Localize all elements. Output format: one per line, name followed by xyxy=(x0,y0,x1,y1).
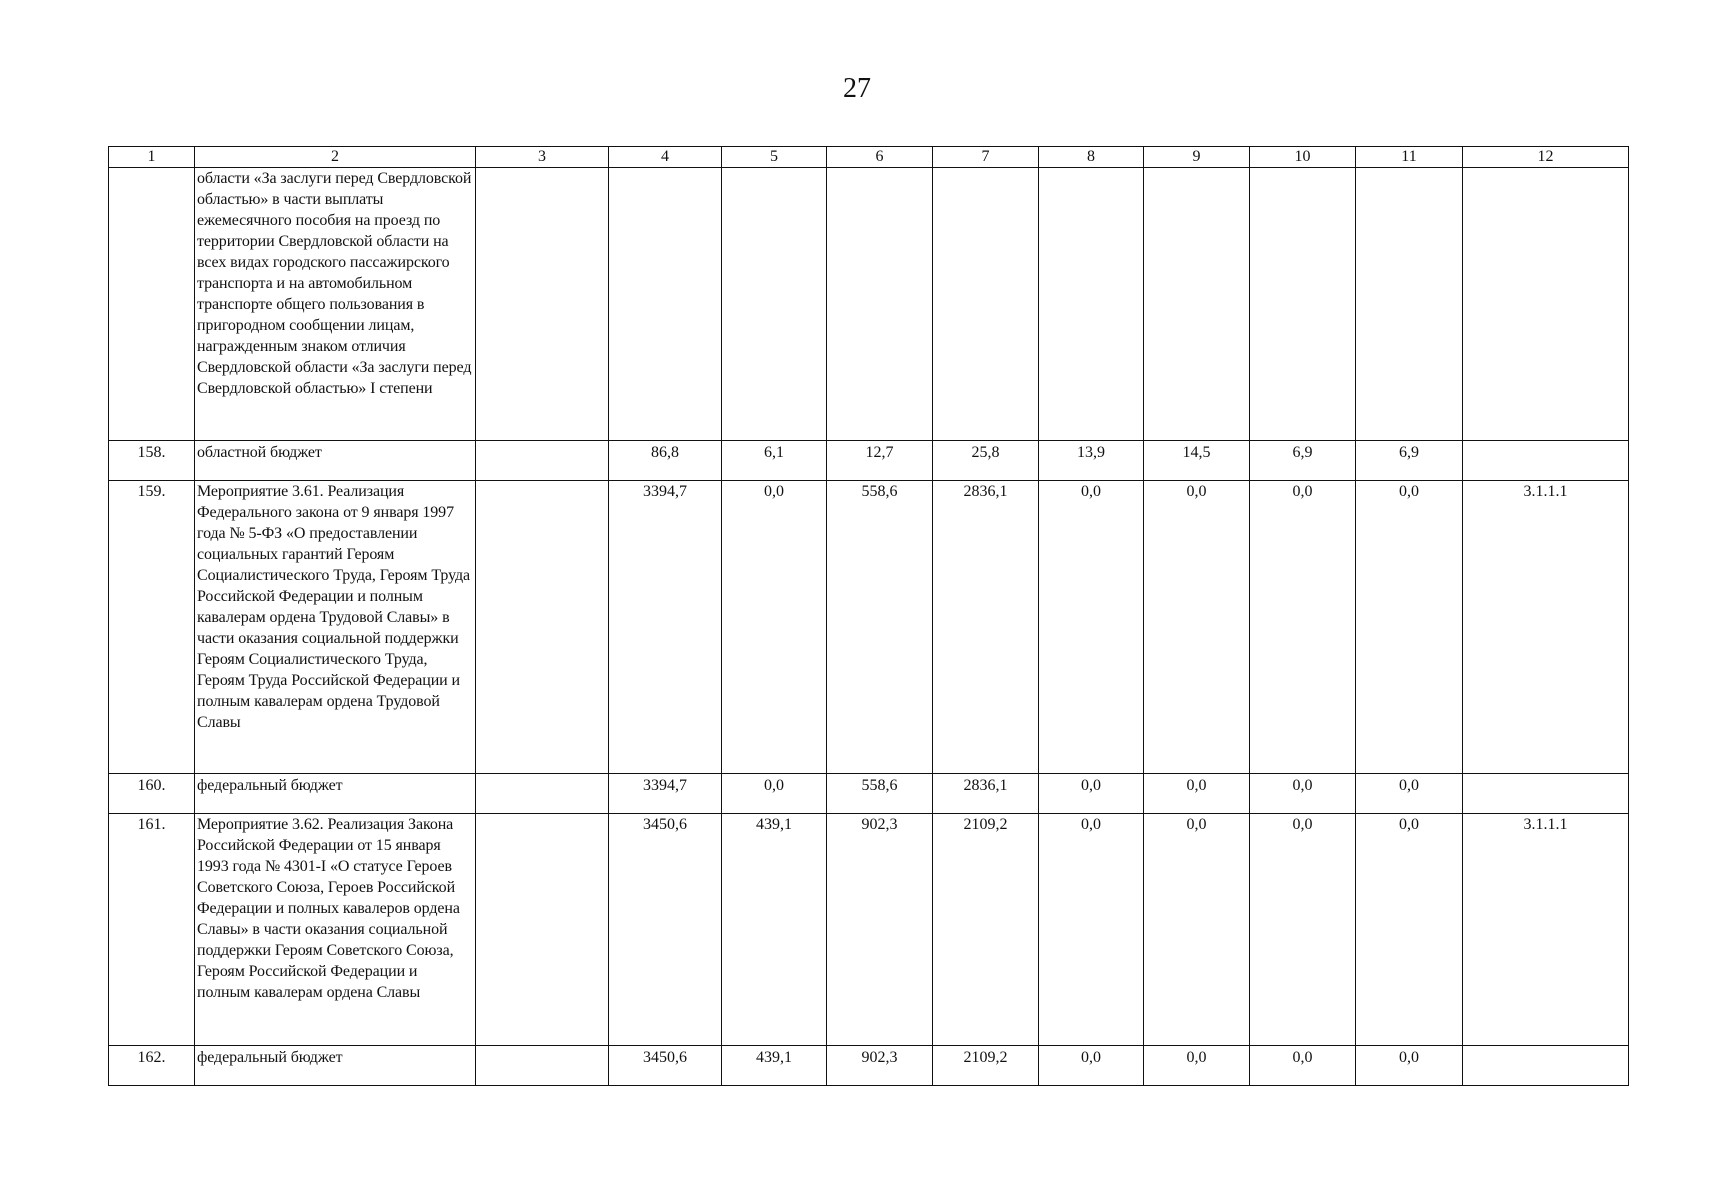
row-number: 158. xyxy=(109,441,195,481)
row-description: Мероприятие 3.61. Реализация Федерального закона от 9 января 1997 года № 5-ФЗ «О предоставлении социальных гарантий Героям Социалистического Труда, Героям Труда Российской Федерации и полным кавалерам ордена Трудовой Славы» в части оказания социальной поддержки Героям Социалистического Труда, Героям Труда Российской Федерации и полным кавалерам ордена Трудовой Славы xyxy=(195,481,476,774)
cell-col12: 3.1.1.1 xyxy=(1463,814,1629,1046)
cell-col7: 25,8 xyxy=(933,441,1039,481)
cell-col3 xyxy=(476,774,609,814)
cell-col11: 0,0 xyxy=(1356,1046,1463,1086)
cell-col11: 0,0 xyxy=(1356,814,1463,1046)
column-header: 7 xyxy=(933,147,1039,168)
cell-col12 xyxy=(1463,774,1629,814)
cell-col6 xyxy=(827,168,933,441)
column-header: 5 xyxy=(722,147,827,168)
cell-col3 xyxy=(476,1046,609,1086)
row-description: Мероприятие 3.62. Реализация Закона Российской Федерации от 15 января 1993 года № 4301-I «О статусе Героев Советского Союза, Героев Российской Федерации и полных кавалеров ордена Славы» в части оказания социальной поддержки Героям Советского Союза, Героям Российской Федерации и полным кавалерам ордена Славы xyxy=(195,814,476,1046)
page-number: 27 xyxy=(843,73,871,104)
table-row xyxy=(109,441,1629,481)
cell-col5: 0,0 xyxy=(722,481,827,774)
cell-col12 xyxy=(1463,168,1629,441)
row-description: областной бюджет xyxy=(195,441,476,481)
table-row xyxy=(109,1046,1629,1086)
cell-col10: 0,0 xyxy=(1250,1046,1356,1086)
cell-col6: 12,7 xyxy=(827,441,933,481)
cell-col4: 3394,7 xyxy=(609,774,722,814)
cell-col8: 0,0 xyxy=(1039,481,1144,774)
cell-col5: 439,1 xyxy=(722,814,827,1046)
column-header: 12 xyxy=(1463,147,1629,168)
column-header: 11 xyxy=(1356,147,1463,168)
row-description: федеральный бюджет xyxy=(195,1046,476,1086)
cell-col6: 902,3 xyxy=(827,814,933,1046)
cell-col8 xyxy=(1039,168,1144,441)
table-row xyxy=(109,481,1629,774)
row-description: федеральный бюджет xyxy=(195,774,476,814)
cell-col12: 3.1.1.1 xyxy=(1463,481,1629,774)
cell-col9: 0,0 xyxy=(1144,814,1250,1046)
table-row xyxy=(109,774,1629,814)
row-number: 162. xyxy=(109,1046,195,1086)
cell-col7: 2836,1 xyxy=(933,774,1039,814)
row-number: 160. xyxy=(109,774,195,814)
row-number xyxy=(109,168,195,441)
cell-col6: 902,3 xyxy=(827,1046,933,1086)
cell-col3 xyxy=(476,441,609,481)
cell-col7: 2836,1 xyxy=(933,481,1039,774)
cell-col4: 3450,6 xyxy=(609,814,722,1046)
row-description: области «За заслуги перед Свердловской областью» в части выплаты ежемесячного пособия на проезд по территории Свердловской области на всех видах городского пассажирского транспорта и на автомобильном транспорте общего пользования в пригородном сообщении лицам, награжденным знаком отличия Свердловской области «За заслуги перед Свердловской областью» I степени xyxy=(195,168,476,441)
table-row xyxy=(109,814,1629,1046)
cell-col4: 3450,6 xyxy=(609,1046,722,1086)
column-header: 8 xyxy=(1039,147,1144,168)
cell-col9: 0,0 xyxy=(1144,1046,1250,1086)
cell-col5 xyxy=(722,168,827,441)
cell-col4 xyxy=(609,168,722,441)
column-number-header-row xyxy=(109,147,1629,168)
cell-col6: 558,6 xyxy=(827,481,933,774)
row-number: 159. xyxy=(109,481,195,774)
cell-col9: 0,0 xyxy=(1144,774,1250,814)
cell-col12 xyxy=(1463,441,1629,481)
column-header: 3 xyxy=(476,147,609,168)
cell-col5: 0,0 xyxy=(722,774,827,814)
cell-col9: 14,5 xyxy=(1144,441,1250,481)
cell-col3 xyxy=(476,814,609,1046)
cell-col5: 6,1 xyxy=(722,441,827,481)
cell-col11: 6,9 xyxy=(1356,441,1463,481)
column-header: 2 xyxy=(195,147,476,168)
cell-col8: 0,0 xyxy=(1039,1046,1144,1086)
column-header: 6 xyxy=(827,147,933,168)
cell-col3 xyxy=(476,168,609,441)
cell-col4: 3394,7 xyxy=(609,481,722,774)
column-header: 9 xyxy=(1144,147,1250,168)
cell-col10: 6,9 xyxy=(1250,441,1356,481)
cell-col7: 2109,2 xyxy=(933,1046,1039,1086)
column-header: 10 xyxy=(1250,147,1356,168)
cell-col8: 0,0 xyxy=(1039,814,1144,1046)
cell-col11: 0,0 xyxy=(1356,481,1463,774)
cell-col10 xyxy=(1250,168,1356,441)
cell-col7: 2109,2 xyxy=(933,814,1039,1046)
table-row xyxy=(109,168,1629,441)
cell-col10: 0,0 xyxy=(1250,481,1356,774)
cell-col10: 0,0 xyxy=(1250,774,1356,814)
cell-col11 xyxy=(1356,168,1463,441)
column-header: 1 xyxy=(109,147,195,168)
column-header: 4 xyxy=(609,147,722,168)
cell-col11: 0,0 xyxy=(1356,774,1463,814)
cell-col5: 439,1 xyxy=(722,1046,827,1086)
cell-col10: 0,0 xyxy=(1250,814,1356,1046)
cell-col7 xyxy=(933,168,1039,441)
cell-col3 xyxy=(476,481,609,774)
budget-table xyxy=(108,146,1629,1086)
cell-col4: 86,8 xyxy=(609,441,722,481)
cell-col8: 0,0 xyxy=(1039,774,1144,814)
row-number: 161. xyxy=(109,814,195,1046)
cell-col6: 558,6 xyxy=(827,774,933,814)
cell-col9 xyxy=(1144,168,1250,441)
cell-col12 xyxy=(1463,1046,1629,1086)
cell-col9: 0,0 xyxy=(1144,481,1250,774)
cell-col8: 13,9 xyxy=(1039,441,1144,481)
